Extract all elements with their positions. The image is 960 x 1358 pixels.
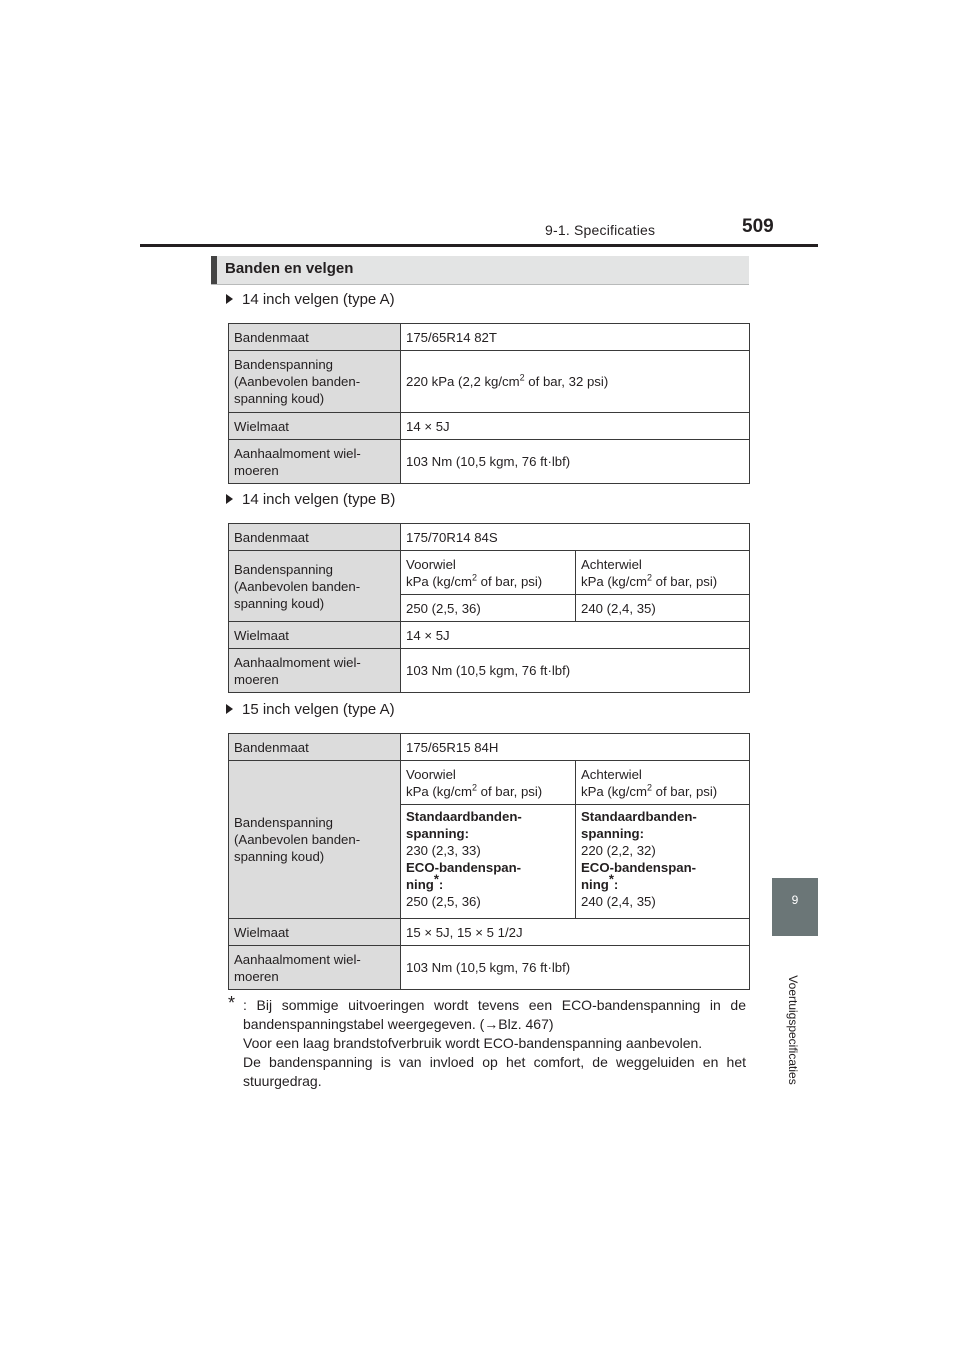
row-value: 175/65R15 84H — [401, 734, 750, 761]
table-row — [229, 649, 750, 693]
front-value: 250 (2,5, 36) — [401, 595, 576, 622]
rear-values: Standaardbanden- spanning: 220 (2,2, 32) ECO-bandenspan- ning*: 240 (2,4, 35) — [576, 805, 750, 919]
table-row — [229, 734, 750, 761]
chapter-label-text: Voertuigspecificaties — [786, 975, 800, 1085]
triangle-bullet-icon — [226, 704, 233, 714]
table1-heading — [226, 291, 395, 308]
row-label: Aanhaalmoment wiel- moeren — [229, 649, 401, 693]
row-value: 175/65R14 82T — [401, 324, 750, 351]
table-row — [229, 324, 750, 351]
table-row — [229, 622, 750, 649]
chapter-tab — [772, 878, 818, 936]
row-label: Bandenmaat — [229, 524, 401, 551]
row-value: 103 Nm (10,5 kgm, 76 ft·lbf) — [401, 649, 750, 693]
table2-heading — [226, 491, 395, 508]
table-row — [229, 351, 750, 413]
footnote-line: Voor een laag brandstofverbruik wordt ECO-bandenspanning aanbevolen. — [243, 1035, 703, 1051]
rear-header: Achterwiel kPa ($kg/cm^2$ of bar, psi) — [576, 761, 750, 805]
triangle-bullet-icon — [226, 294, 233, 304]
footnote-star: * — [228, 993, 236, 1013]
section-accent — [211, 256, 217, 284]
row-label: Wielmaat — [229, 919, 401, 946]
table1-heading-text: 14 inch velgen (type A) — [242, 291, 395, 308]
table3-heading — [226, 701, 395, 718]
table3-heading-text: 15 inch velgen (type A) — [242, 701, 395, 718]
footnote-line: : Bij sommige uitvoeringen wordt tevens een ECO-bandenspanning in de bandenspanningstabel weergegeven. (→Blz. 467) — [243, 997, 746, 1032]
row-value: 14 × 5J — [401, 413, 750, 440]
section-title: Banden en velgen — [225, 260, 354, 277]
row-value: 14 × 5J — [401, 622, 750, 649]
section-header: 9-1. Specificaties — [545, 222, 656, 238]
table2-heading-text: 14 inch velgen (type B) — [242, 491, 396, 508]
rear-header: Achterwiel kPa ($kg/cm^2$ of bar, psi) — [576, 551, 750, 595]
rear-value: 240 (2,4, 35) — [576, 595, 750, 622]
front-values: Standaardbanden- spanning: 230 (2,3, 33) ECO-bandenspan- ning*: 250 (2,5, 36) — [401, 805, 576, 919]
triangle-bullet-icon — [226, 494, 233, 504]
table-row — [229, 551, 750, 595]
front-header: Voorwiel kPa ($kg/cm^2$ of bar, psi) — [401, 551, 576, 595]
row-value: 15 × 5J, 15 × 5 1/2J — [401, 919, 750, 946]
row-value: 175/70R14 84S — [401, 524, 750, 551]
footnote — [228, 993, 746, 1091]
table-row — [229, 946, 750, 990]
row-label: Aanhaalmoment wiel- moeren — [229, 440, 401, 484]
spec-table-14-type-b — [228, 523, 750, 693]
table-row — [229, 524, 750, 551]
row-label: Wielmaat — [229, 622, 401, 649]
row-label: Bandenspanning (Aanbevolen banden- spanning koud) — [229, 551, 401, 622]
row-label: Bandenmaat — [229, 324, 401, 351]
table-row — [229, 413, 750, 440]
row-value: 103 Nm (10,5 kgm, 76 ft·lbf) — [401, 946, 750, 990]
row-label: Bandenmaat — [229, 734, 401, 761]
chapter-number: 9 — [791, 893, 799, 907]
row-label: Bandenspanning (Aanbevolen banden- spanning koud) — [229, 761, 401, 919]
header-divider — [140, 244, 818, 247]
table-row — [229, 440, 750, 484]
front-header: Voorwiel kPa ($kg/cm^2$ of bar, psi) — [401, 761, 576, 805]
page-number: 509 — [742, 216, 774, 237]
spec-table-15-type-a — [228, 733, 750, 990]
spec-table-14-type-a — [228, 323, 750, 484]
table-row — [229, 761, 750, 805]
row-label: Aanhaalmoment wiel- moeren — [229, 946, 401, 990]
footnote-line: De bandenspanning is van invloed op het comfort, de weggeluiden en het stuurgedrag. — [243, 1054, 746, 1089]
row-value: 220 kPa (2,2 $kg/cm^2$ of bar, 32 psi) — [401, 351, 750, 413]
table-row — [229, 919, 750, 946]
chapter-label — [778, 955, 808, 1105]
section-title-bar — [211, 256, 749, 285]
row-value: 103 Nm (10,5 kgm, 76 ft·lbf) — [401, 440, 750, 484]
row-label: Wielmaat — [229, 413, 401, 440]
row-label: Bandenspanning (Aanbevolen banden- spanning koud) — [229, 351, 401, 413]
